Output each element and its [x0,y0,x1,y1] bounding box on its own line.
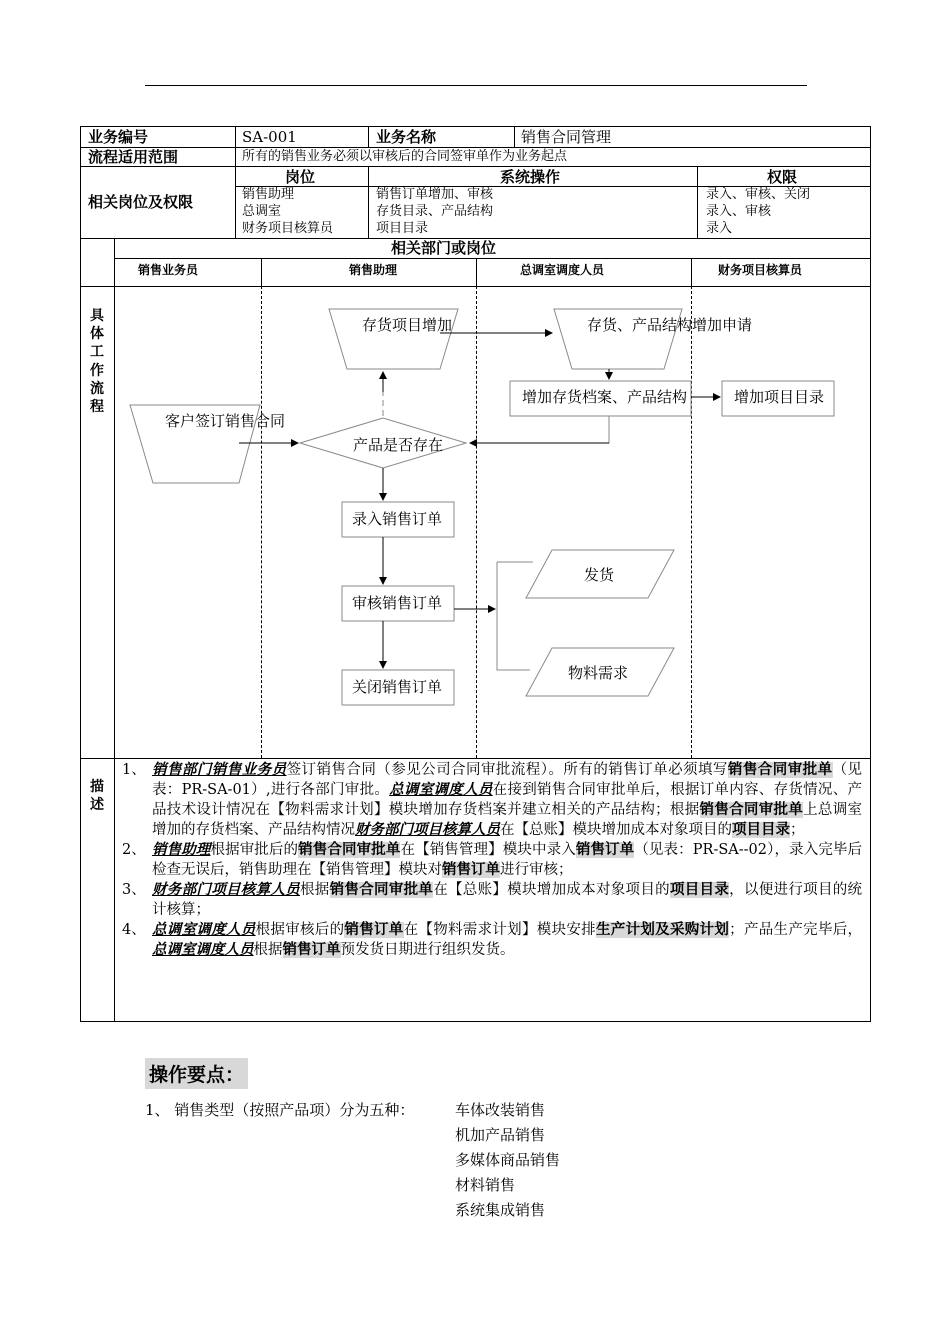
role-emphasis: 财务部门项目核算人员 [152,882,300,898]
biz-name-value: 销售合同管理 [521,128,612,146]
description-item [122,760,862,840]
node-add-project: 增加项目目录 [734,388,825,406]
description-text: 根据审核后的 [255,922,345,938]
role-post: 总调室 [242,204,282,219]
node-customer-contract: 客户签订销售合同 [165,412,286,430]
col-ops-header: 系统操作 [500,168,561,186]
scope-value: 所有的销售业务必须以审核后的合同签审单作为业务起点 [242,149,568,164]
document-highlight: 销售合同审批单 [727,762,833,778]
node-close-order: 关闭销售订单 [352,678,443,696]
role-emphasis: 销售部门销售业务员 [152,762,287,778]
departments-label: 相关部门或岗位 [391,239,497,257]
lane-sales-rep: 销售业务员 [138,263,199,277]
description-text: 上总调室增加的存货档案、产品结构情况 [152,802,863,838]
document-highlight: 销售合同审批单 [329,882,434,898]
description-text: ； [790,822,805,838]
document-highlight: 销售订单 [282,942,341,958]
role-post: 销售助理 [242,187,295,202]
role-perm: 录入 [706,221,733,236]
lane-sales-assistant: 销售助理 [349,263,398,277]
description-item-number: 4、 [122,922,146,938]
document-highlight: 销售订单 [442,862,500,878]
biz-no-label: 业务编号 [88,128,149,146]
node-ship: 发货 [584,566,615,584]
description-item-number: 1、 [122,762,146,778]
description-item [122,880,862,920]
role-emphasis: 销售助理 [152,842,211,858]
description-text: 根据审批后的 [210,842,299,858]
description-text: 进行审核； [500,862,573,878]
biz-name-label: 业务名称 [376,128,437,146]
document-highlight: 销售合同审批单 [699,802,804,818]
description-text: 根据 [299,882,330,898]
description-list [122,760,862,960]
description-text: ，以便进行项目的统计核算； [152,882,863,918]
ops-type: 多媒体商品销售 [455,1151,561,1169]
role-perm: 录入、审核、关闭 [706,187,811,202]
scope-label: 流程适用范围 [88,148,179,166]
description-text: 在【总账】模块增加成本对象项目的 [500,822,732,838]
role-ops: 存货目录、产品结构 [376,204,494,219]
description-text: ；产品生产完毕后， [729,922,863,938]
description-item-number: 2、 [122,842,146,858]
ops-type: 车体改装销售 [455,1101,546,1119]
node-enter-order: 录入销售订单 [352,510,443,528]
ops-type: 系统集成销售 [455,1201,546,1219]
document-highlight: 销售合同审批单 [298,842,401,858]
description-text: 在【销售管理】模块中录入 [400,842,576,858]
description-text: 预发货日期进行组织发货。 [340,942,515,958]
node-material-demand: 物料需求 [568,664,629,682]
role-emphasis: 总调室调度人员 [152,942,254,958]
description-item-number: 3、 [122,882,146,898]
node-product-exists: 产品是否存在 [353,436,444,454]
description-text: （见表：PR-SA--02），录入完毕后检查无误后，销售助理在【销售管理】模块对 [152,842,863,878]
node-review-order: 审核销售订单 [352,594,443,612]
ops-heading: 操作要点： [145,1058,248,1089]
description-text: 在【物料需求计划】模块安排 [403,922,596,938]
col-post-header: 岗位 [285,168,316,186]
document-highlight: 销售订单 [575,842,635,858]
description-section-label: 描述 [90,779,104,814]
node-add-inventory-item: 存货项目增加 [362,316,453,334]
description-item [122,840,862,880]
description-text: 根据 [253,942,283,958]
role-emphasis: 总调室调度人员 [389,782,493,798]
flow-section-label: 具体工作流程 [90,308,104,415]
roles-label: 相关岗位及权限 [88,193,194,211]
lane-dispatch: 总调室调度人员 [520,263,605,277]
node-add-archive: 增加存货档案、产品结构 [522,388,688,406]
description-text: 在接到销售合同审批单后，根据订单内容、存货情况、产品技术设计情况在【物料需求计划】模块增加存货档案并建立相关的产品结构；根据 [152,782,863,818]
role-ops: 销售订单增加、审核 [376,187,494,202]
document-highlight: 生产计划及采购计划 [595,922,730,938]
role-ops: 项目目录 [376,221,429,236]
description-text: 在【总账】模块增加成本对象项目的 [433,882,670,898]
description-text: 签订销售合同（参见公司合同审批流程）。所有的销售订单必须填写 [286,762,728,778]
biz-no-value: SA-001 [242,128,297,146]
node-apply-structure: 存货、产品结构增加申请 [587,316,753,334]
role-emphasis: 财务部门项目核算人员 [355,822,500,838]
lane-finance: 财务项目核算员 [718,263,803,277]
role-perm: 录入、审核 [706,204,772,219]
document-highlight: 销售订单 [344,922,404,938]
ops-item-prefix: 1、 销售类型（按照产品项）分为五种： [145,1101,415,1119]
role-post: 财务项目核算员 [242,221,334,236]
document-highlight: 项目目录 [669,882,730,898]
col-perm-header: 权限 [767,168,798,186]
description-text: （见表：PR-SA-01）,进行各部门审批。 [152,762,863,798]
ops-type: 材料销售 [455,1176,516,1194]
ops-type: 机加产品销售 [455,1126,546,1144]
document-highlight: 项目目录 [732,822,790,838]
description-item [122,920,862,960]
role-emphasis: 总调室调度人员 [152,922,256,938]
